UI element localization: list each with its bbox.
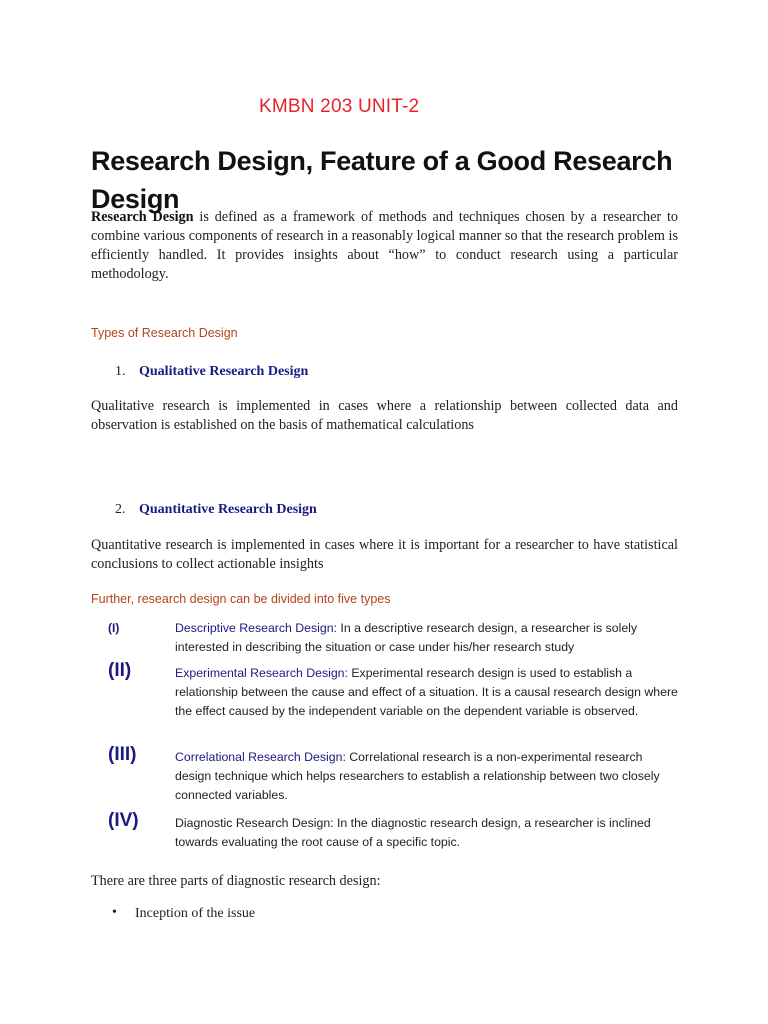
quantitative-description: Quantitative research is implemented in cases where it is important for a researcher to have statistical conclusions to collect actionable insights bbox=[91, 537, 678, 572]
type-descriptive bbox=[175, 619, 680, 657]
type-term: Descriptive Research Design: bbox=[175, 621, 337, 635]
type-term: Experimental Research Design: bbox=[175, 666, 348, 680]
intro-term: Research Design bbox=[91, 209, 194, 225]
page-title: Research Design, Feature of a Good Research Design bbox=[91, 146, 673, 214]
five-types-heading: Further, research design can be divided into five types bbox=[91, 592, 391, 606]
roman-numeral-3: (III) bbox=[108, 744, 137, 765]
unit-title: KMBN 203 UNIT-2 bbox=[259, 96, 420, 117]
type-text: In a descriptive research design, a researcher is solely interested in describing the situation or case under his/her research study bbox=[175, 621, 638, 655]
types-heading: Types of Research Design bbox=[91, 326, 238, 340]
type-experimental bbox=[175, 664, 680, 722]
roman-numeral-1: (I) bbox=[108, 621, 120, 635]
type-text: : Correlational research is a non-experimental research design technique which helps researchers to establish a relationship between two closely connected variables. bbox=[175, 750, 660, 803]
type-label: Qualitative Research Design bbox=[139, 364, 309, 379]
intro-text: is defined as a framework of methods and techniques chosen by a researcher to combine various components of research in a reasonably logical manner so that the research problem is efficiently handled. It provides insights about “how” to conduct research using a particular methodology. bbox=[91, 209, 678, 282]
list-item-text: Inception of the issue bbox=[135, 906, 256, 921]
type-correlational bbox=[175, 748, 680, 806]
type-text: Experimental research design is used to establish a relationship between the cause and effect of a situation. It is a causal research design where the effect caused by the independent variable on the dependent variable is observed. bbox=[175, 666, 678, 719]
type-number: 1. bbox=[115, 364, 126, 379]
numbered-type-2 bbox=[115, 502, 515, 522]
diagnostic-parts-intro: There are three parts of diagnostic research design: bbox=[91, 873, 381, 889]
list-item bbox=[112, 906, 512, 926]
type-number: 2. bbox=[115, 502, 126, 517]
type-term: Correlational Research Design bbox=[175, 750, 343, 764]
roman-numeral-4: (IV) bbox=[108, 810, 139, 831]
qualitative-description: Qualitative research is implemented in cases where a relationship between collected data and observation is established on the basis of mathematical calculations bbox=[91, 398, 678, 433]
intro-paragraph bbox=[91, 208, 678, 284]
type-label: Quantitative Research Design bbox=[139, 502, 317, 517]
type-text: Diagnostic Research Design: In the diagnostic research design, a researcher is inclined towards evaluating the root cause of a specific topic. bbox=[175, 816, 651, 850]
type-diagnostic bbox=[175, 814, 680, 852]
bullet-icon: • bbox=[112, 905, 117, 920]
roman-numeral-2: (II) bbox=[108, 660, 132, 681]
numbered-type-1 bbox=[115, 364, 515, 384]
